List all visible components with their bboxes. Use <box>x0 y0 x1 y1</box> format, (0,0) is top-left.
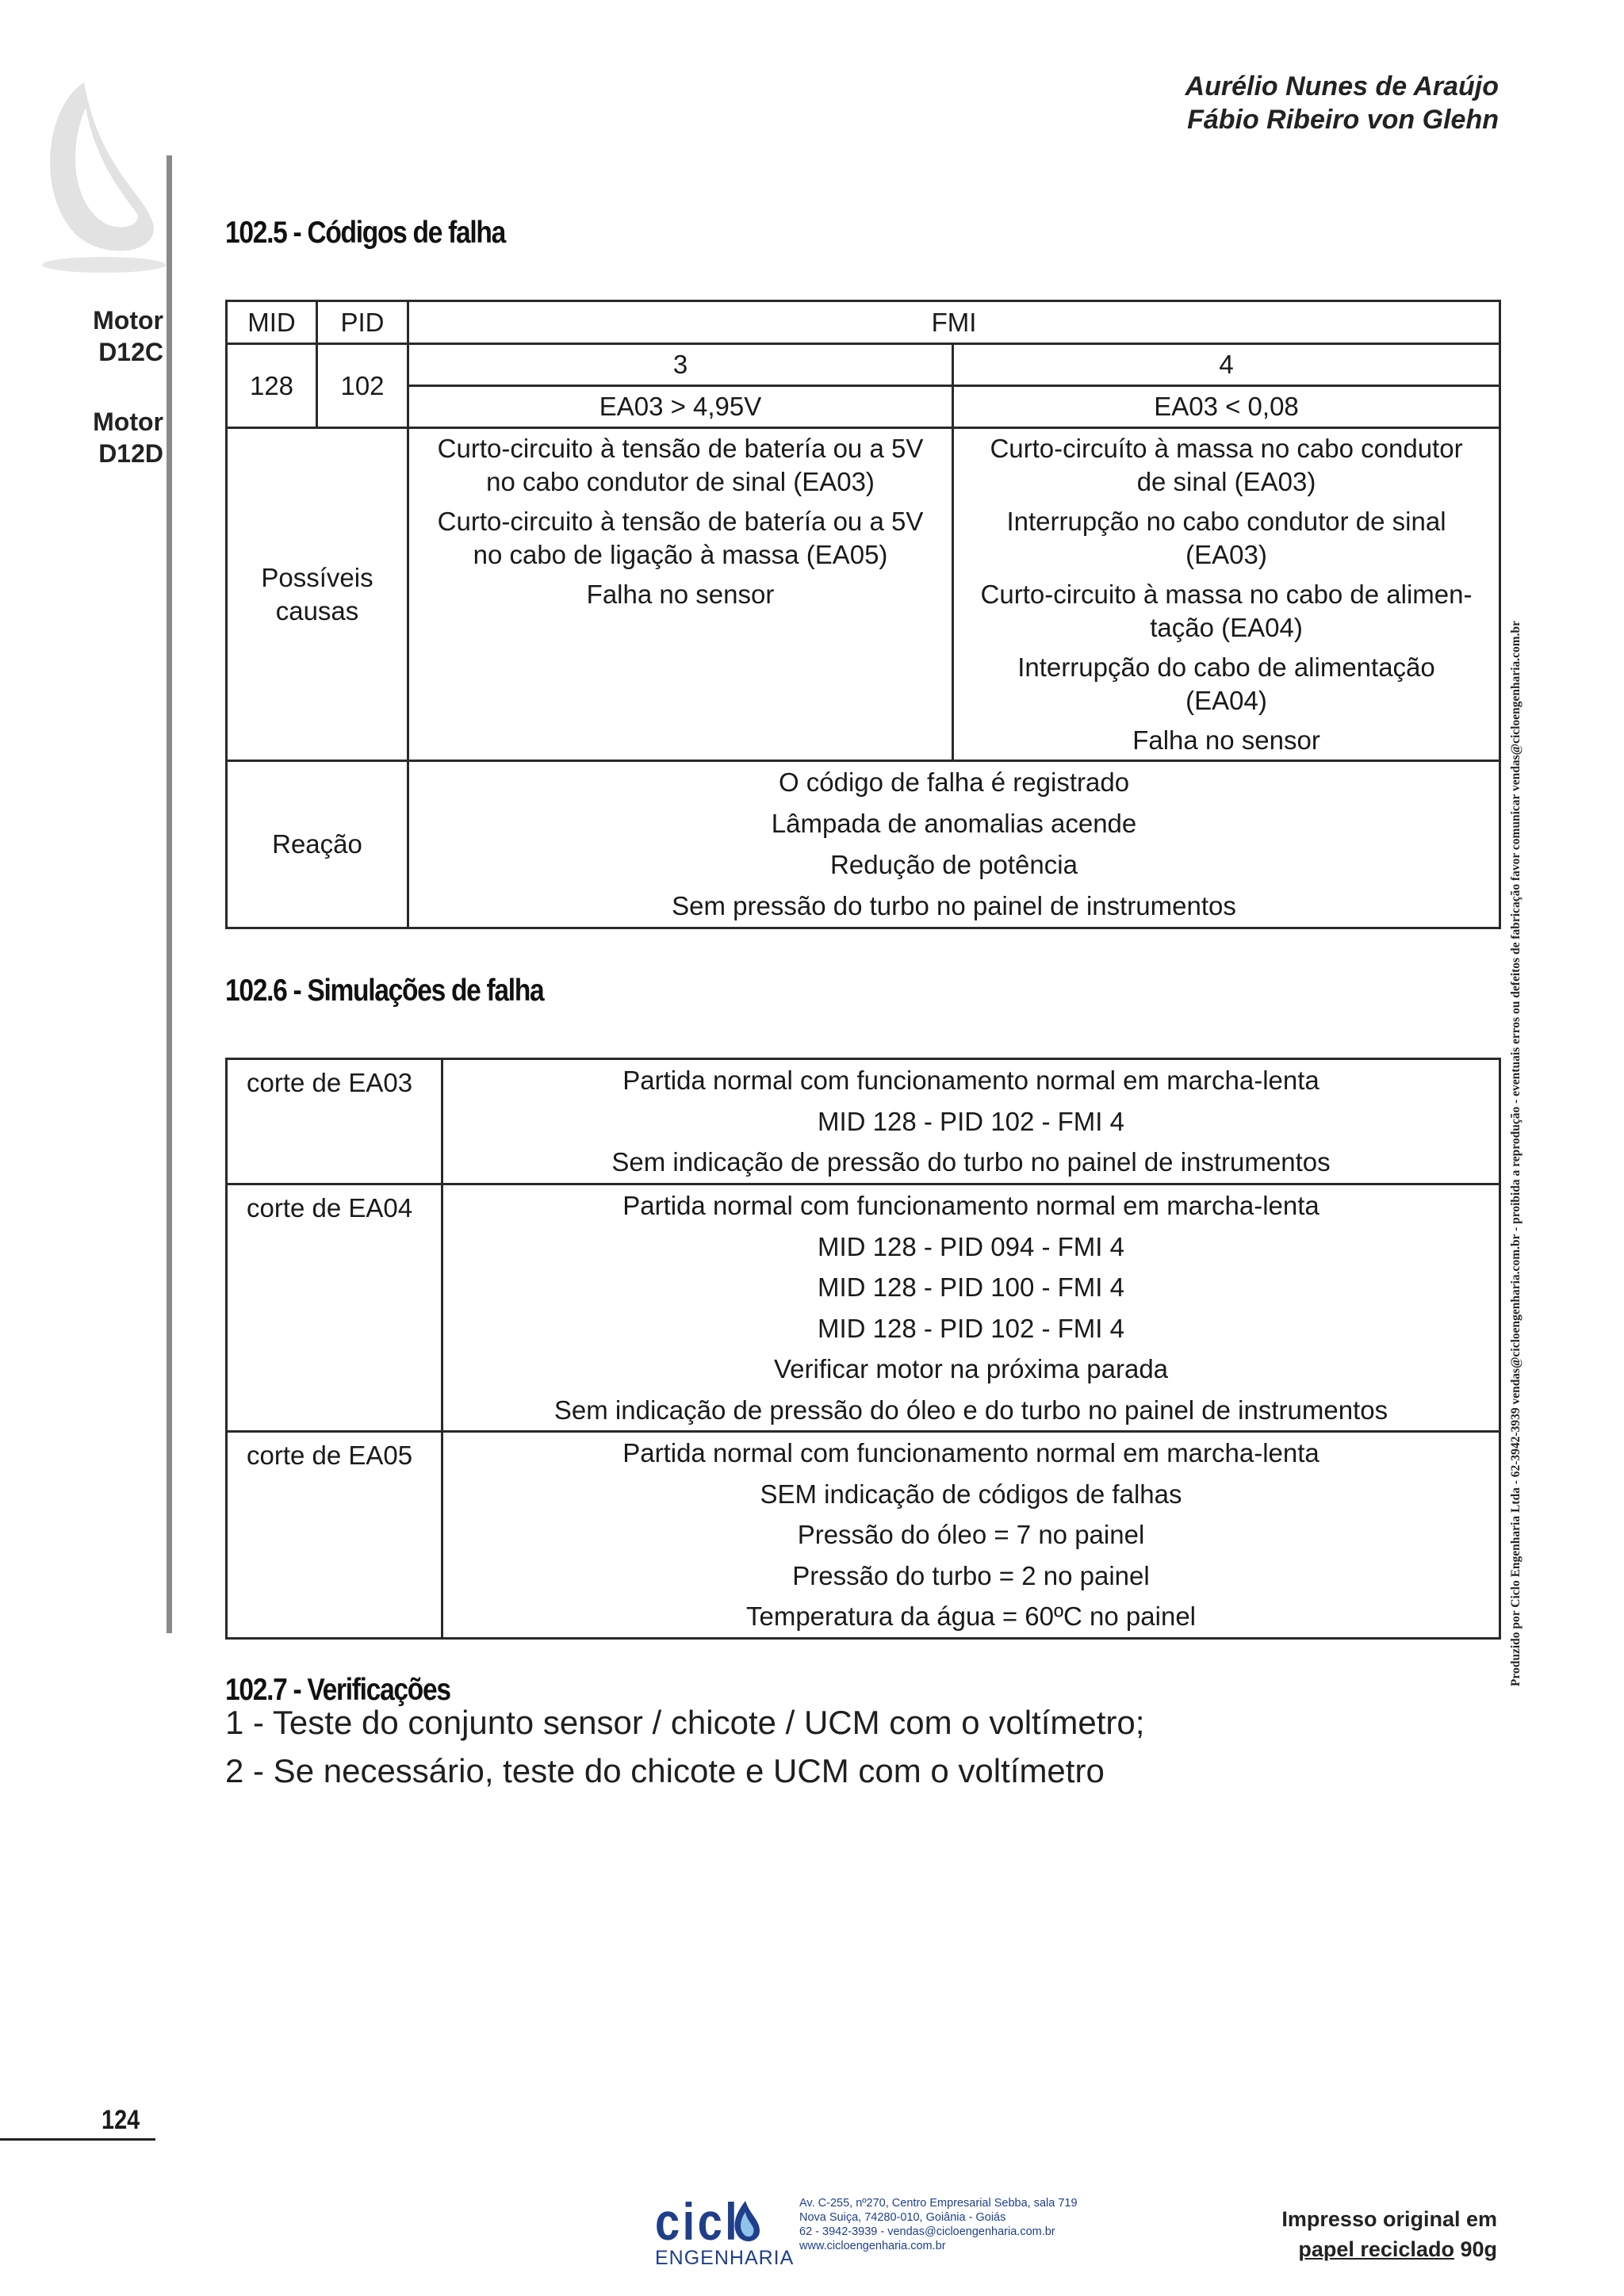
recycled-paper-text: papel reciclado <box>1298 2237 1454 2261</box>
section-title-fault-codes: 102.5 - Códigos de falha <box>225 216 505 250</box>
logo-word: cicl <box>655 2192 741 2251</box>
table-row <box>227 1184 1500 1432</box>
sim-result: Partida normal com funcionamento normal em marcha-lenta SEM indicação de códigos de falhas Pressão do óleo = 7 no painel Pressão do turbo = 2 no painel Temperatura da água = 60ºC no painel <box>442 1432 1500 1639</box>
cell-fmi-4: 4 <box>953 344 1500 386</box>
printed-note: Impresso original em papel reciclado 90g <box>1281 2207 1497 2261</box>
table-row <box>227 1432 1500 1639</box>
cell-mid: 128 <box>227 344 317 428</box>
copyright-side-note: Produzido por Ciclo Engenharia Ltda - 62-3942-3939 vendas@cicloengenharia.com.br - proibida a reprodução - eventuais erros ou defeitos de fabricação favor comunicar vendas@cicloengenharia.com.br <box>1509 620 1522 1687</box>
sim-label: corte de EA03 <box>227 1059 442 1184</box>
author-name: Aurélio Nunes de Araújo <box>1185 71 1499 101</box>
margin-rule <box>167 155 172 1633</box>
authors <box>1185 70 1499 136</box>
sim-label: corte de EA04 <box>227 1184 442 1432</box>
sim-result: Partida normal com funcionamento normal em marcha-lenta MID 128 - PID 094 - FMI 4 MID 128 - PID 100 - FMI 4 MID 128 - PID 102 - FMI 4 Verificar motor na próxima parada Sem indicação de pressão do óleo e do turbo no painel de instrumentos <box>442 1184 1500 1432</box>
engine-label-d12d: Motor D12D <box>93 408 163 468</box>
reaction-list: O código de falha é registrado Lâmpada de anomalias acende Redução de potência Sem pressão do turbo no painel de instrumentos <box>408 761 1500 928</box>
ciclo-logo <box>655 2192 795 2270</box>
page-number-rule <box>0 2138 155 2141</box>
table-row <box>227 386 1500 428</box>
table-row <box>227 344 1500 386</box>
cell-condition-3: EA03 > 4,95V <box>408 386 953 428</box>
checks-list <box>225 1698 1144 1795</box>
paper-weight: 90g <box>1460 2237 1497 2261</box>
header-fmi: FMI <box>408 301 1500 344</box>
list-item: 2 - Se necessário, teste do chicote e UCM com o voltímetro <box>225 1752 1105 1789</box>
table-row <box>227 428 1500 761</box>
header-mid: MID <box>227 301 317 344</box>
header-pid: PID <box>317 301 408 344</box>
cell-fmi-3: 3 <box>408 344 953 386</box>
author-name: Fábio Ribeiro von Glehn <box>1187 105 1499 135</box>
sim-result: Partida normal com funcionamento normal em marcha-lenta MID 128 - PID 102 - FMI 4 Sem indicação de pressão do turbo no painel de instrumentos <box>442 1059 1500 1184</box>
table-row <box>227 301 1500 344</box>
fault-codes-table <box>225 300 1501 929</box>
causes-fmi-3: Curto-circuito à tensão de batería ou a 5V no cabo condutor de sinal (EA03) Curto-circuito à tensão de batería ou a 5V no cabo de ligação à massa (EA05) Falha no sensor <box>408 428 953 761</box>
section-title-fault-simulations: 102.6 - Simulações de falha <box>225 974 544 1008</box>
logo-subtitle: ENGENHARIA <box>655 2247 795 2269</box>
cell-pid: 102 <box>317 344 408 428</box>
reaction-label: Reação <box>227 761 408 928</box>
watermark-logo <box>29 76 171 274</box>
fault-simulations-table <box>225 1058 1501 1640</box>
page-number: 124 <box>102 2105 140 2135</box>
cell-condition-4: EA03 < 0,08 <box>953 386 1500 428</box>
causes-label: Possíveis causas <box>227 428 408 761</box>
sim-label: corte de EA05 <box>227 1432 442 1639</box>
list-item: 1 - Teste do conjunto sensor / chicote / UCM com o voltímetro; <box>225 1704 1145 1741</box>
table-row <box>227 761 1500 928</box>
section-title-checks: 102.7 - Verificações <box>225 1673 450 1707</box>
causes-fmi-4: Curto-circuíto à massa no cabo condutor de sinal (EA03) Interrupção no cabo condutor de sinal (EA03) Curto-circuito à massa no cabo de alimen- tação (EA04) Interrupção do cabo de alimentação (EA04) Falha no sensor <box>953 428 1500 761</box>
table-row <box>227 1059 1500 1184</box>
company-address: Av. C-255, nº270, Centro Empresarial Sebba, sala 719 Nova Suiça, 74280-010, Goiânia - Goiás 62 - 3942-3939 - vendas@cicloengenharia.com.br www.cicloengenharia.com.br <box>799 2197 1078 2252</box>
engine-label-d12c: Motor D12C <box>93 306 163 366</box>
